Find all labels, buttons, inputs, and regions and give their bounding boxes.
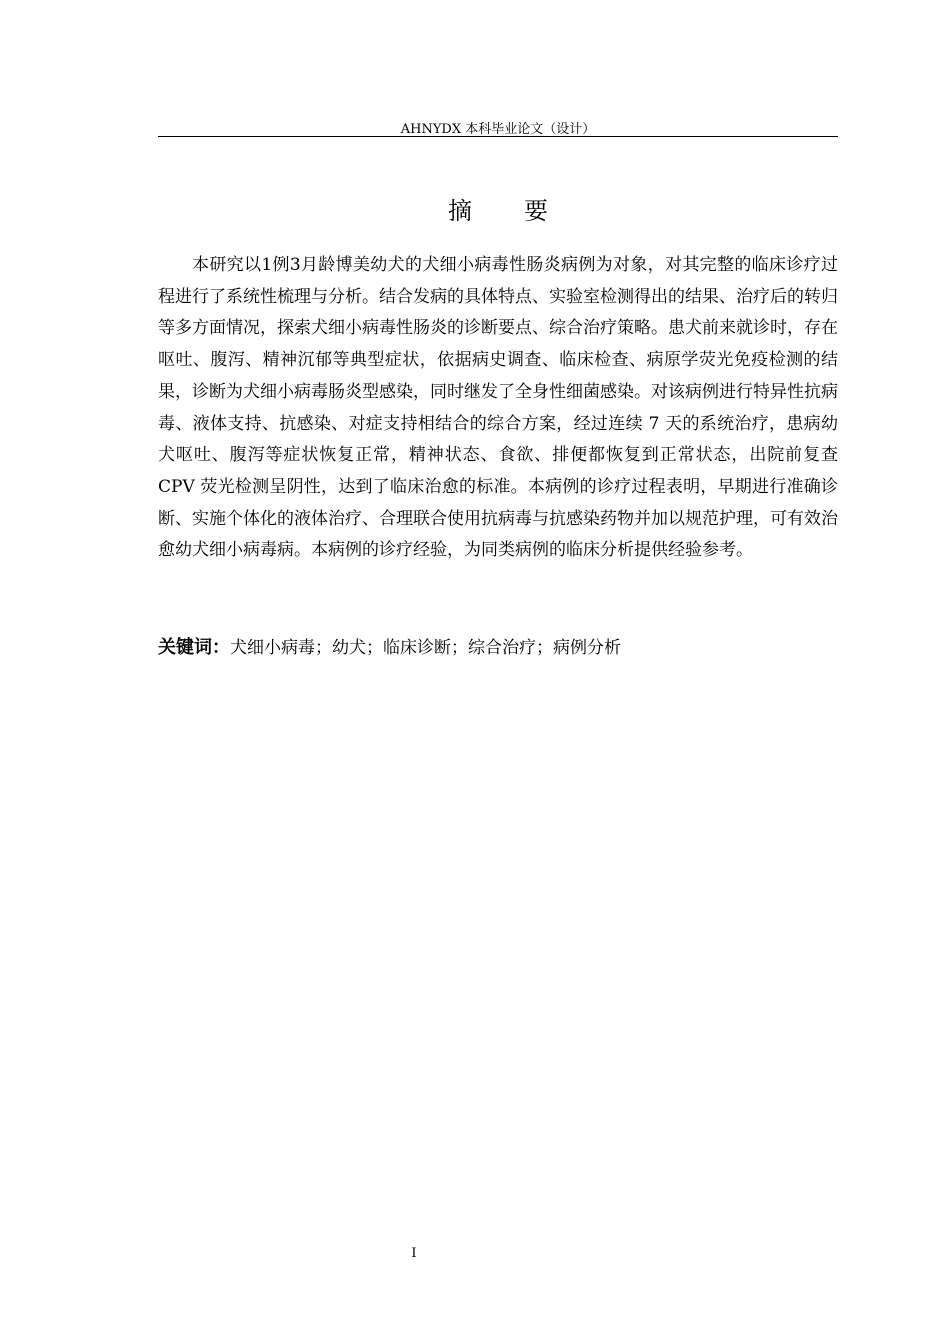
keywords-value: 犬细小病毒；幼犬；临床诊断；综合治疗；病例分析 <box>230 638 621 658</box>
page-number: I <box>411 1246 417 1261</box>
page-header: AHNYDX 本科毕业论文（设计） <box>400 122 596 137</box>
keywords-label: 关键词： <box>158 637 230 658</box>
abstract-title: 摘 要 <box>448 197 562 225</box>
header-divider <box>158 136 838 137</box>
abstract-body: 本研究以1例3月龄博美幼犬的犬细小病毒性肠炎病例为对象，对其完整的临床诊疗过程进行了系统性梳理与分析。结合发病的具体特点、实验室检测得出的结果、治疗后的转归等多方面情况，探索犬细小病毒性肠炎的诊断要点、综合治疗策略。患犬前来就诊时，存在呕吐、腹泻、精神沉郁等典型症状，依据病史调查、临床检查、病原学荧光免疫检测的结果，诊断为犬细小病毒肠炎型感染，同时继发了全身性细菌感染。对该病例进行特异性抗病毒、液体支持、抗感染、对症支持相结合的综合方案，经过连续 7 天的系统治疗，患病幼犬呕吐、腹泻等症状恢复正常，精神状态、食欲、排便都恢复到正常状态，出院前复查 CPV 荧光检测呈阴性，达到了临床治愈的标准。本病例的诊疗过程表明，早期进行准确诊断、实施个体化的液体治疗、合理联合使用抗病毒与抗感染药物并加以规范护理，可有效治愈幼犬细小病毒病。本病例的诊疗经验，为同类病例的临床分析提供经验参考。 <box>158 255 838 561</box>
keywords-line <box>158 632 838 664</box>
